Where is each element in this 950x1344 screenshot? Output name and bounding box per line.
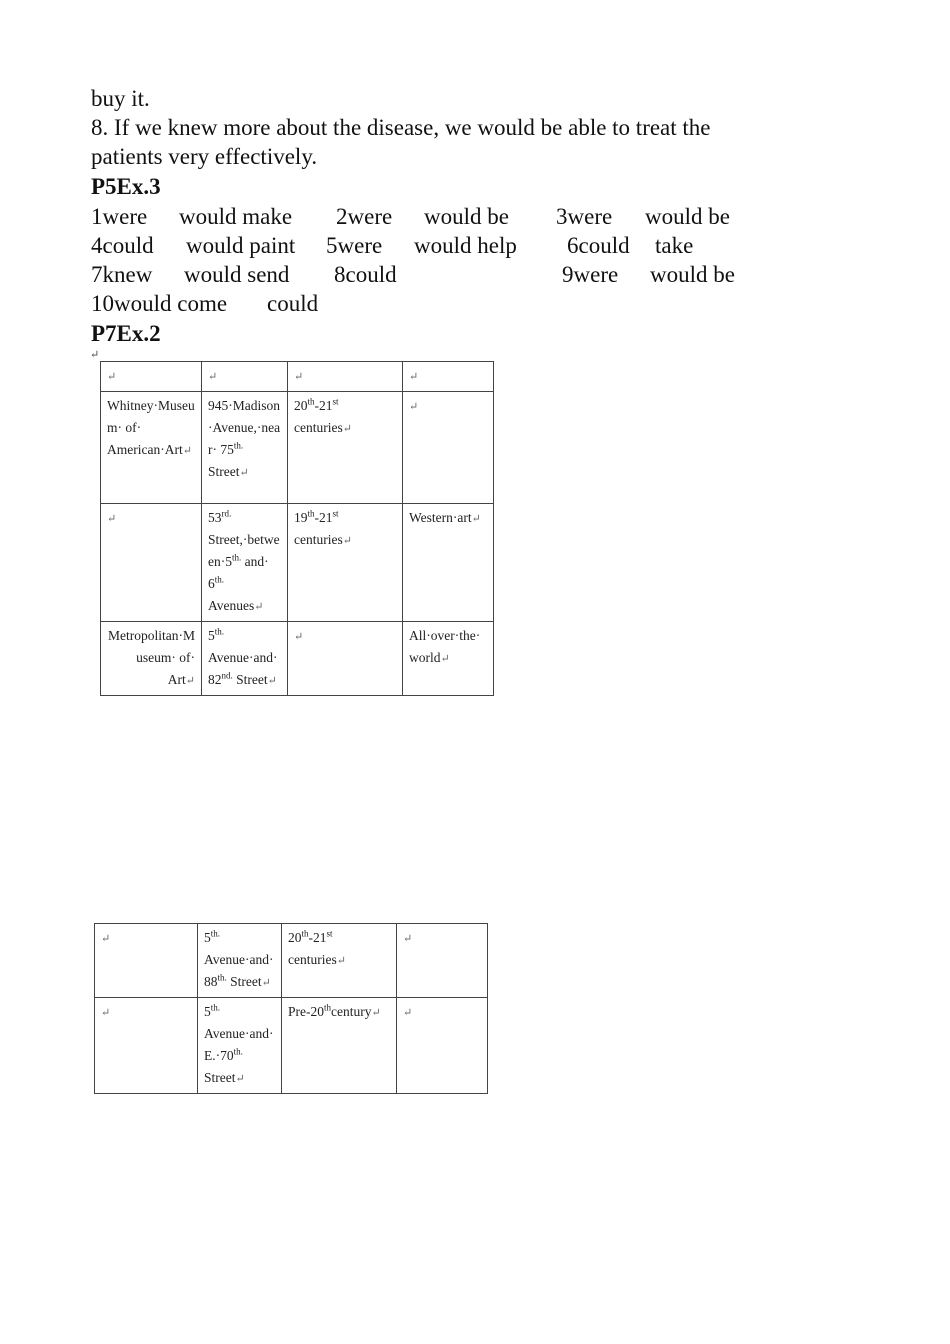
answer-7: 7knew <box>91 262 153 287</box>
table-cell: ↵ <box>101 362 202 392</box>
table-row <box>101 362 494 392</box>
text-line-3: patients very effectively. <box>91 144 318 169</box>
answer-9: 9were <box>562 262 619 287</box>
answer-5b: would help <box>414 233 517 258</box>
answer-1: 1were <box>91 204 148 229</box>
table-cell: 20th-21st centuries↵ <box>288 392 403 504</box>
table-cell: ↵ <box>288 362 403 392</box>
table-cell: ↵ <box>202 362 288 392</box>
table-row <box>95 924 488 998</box>
table-cell: ↵ <box>95 998 198 1094</box>
paragraph-mark: ↵ <box>90 349 100 361</box>
answer-8: 8could <box>334 262 397 287</box>
table-cell: $5^{th.}$ Avenue·and· $82^{nd.}$ Street↵ <box>202 622 288 696</box>
table-row <box>101 504 494 622</box>
answer-6b: take <box>655 233 694 258</box>
answer-6: 6could <box>567 233 630 258</box>
table-cell: ↵ <box>101 504 202 622</box>
table-cell: ↵ <box>403 362 494 392</box>
answer-4b: would paint <box>186 233 296 258</box>
text-line-2: 8. If we knew more about the disease, we would be able to treat the <box>91 115 711 140</box>
answer-4: 4could <box>91 233 154 258</box>
table-cell: $5^{th.}$ $Avenue\cdot and\cdot E.\cdot 70^{th.}$ Street↵ <box>198 998 282 1094</box>
answer-9b: would be <box>650 262 735 287</box>
answer-2: 2were <box>336 204 393 229</box>
answer-10: 10would come <box>91 291 228 316</box>
answer-2b: would be <box>424 204 509 229</box>
answer-10b: could <box>267 291 319 316</box>
table-row <box>101 392 494 504</box>
table-cell: Western·art↵ <box>403 504 494 622</box>
table-cell: $53^{rd.}$ $Street,\cdot between\cdot 5^{th.}$ $and\cdot 6^{th.}$ Avenues↵ <box>202 504 288 622</box>
section-heading-p5: P5Ex.3 <box>91 174 161 199</box>
table-cell: 19th-21st centuries↵ <box>288 504 403 622</box>
table-cell: ↵ <box>288 622 403 696</box>
table-cell: $5^{th.}$ Avenue·and· $88^{th.}$ Street↵ <box>198 924 282 998</box>
table-cell: ↵ <box>397 924 488 998</box>
answer-3b: would be <box>645 204 730 229</box>
answer-3: 3were <box>556 204 613 229</box>
table-cell: Whitney·Museum· of· American·Art↵ <box>101 392 202 504</box>
museum-table-1 <box>100 361 494 696</box>
table-row <box>101 622 494 696</box>
table-cell: ↵ <box>403 392 494 504</box>
answer-1b: would make <box>179 204 293 229</box>
table-cell: All·over·the·world↵ <box>403 622 494 696</box>
answer-5: 5were <box>326 233 383 258</box>
table-cell: ↵ <box>95 924 198 998</box>
museum-table-2 <box>94 923 488 1094</box>
table-cell: ↵ <box>397 998 488 1094</box>
section-heading-p7: P7Ex.2 <box>91 321 161 346</box>
table-cell: Pre-20thcentury↵ <box>282 998 397 1094</box>
answer-7b: would send <box>184 262 290 287</box>
table-cell: 945·Madison·Avenue,·near· $75^{th.}$ Street↵ <box>202 392 288 504</box>
table-row <box>95 998 488 1094</box>
table-cell: Metropolitan·Museum· of· Art↵ <box>101 622 202 696</box>
text-line-1: buy it. <box>91 86 150 111</box>
table-cell: 20th-21st centuries↵ <box>282 924 397 998</box>
